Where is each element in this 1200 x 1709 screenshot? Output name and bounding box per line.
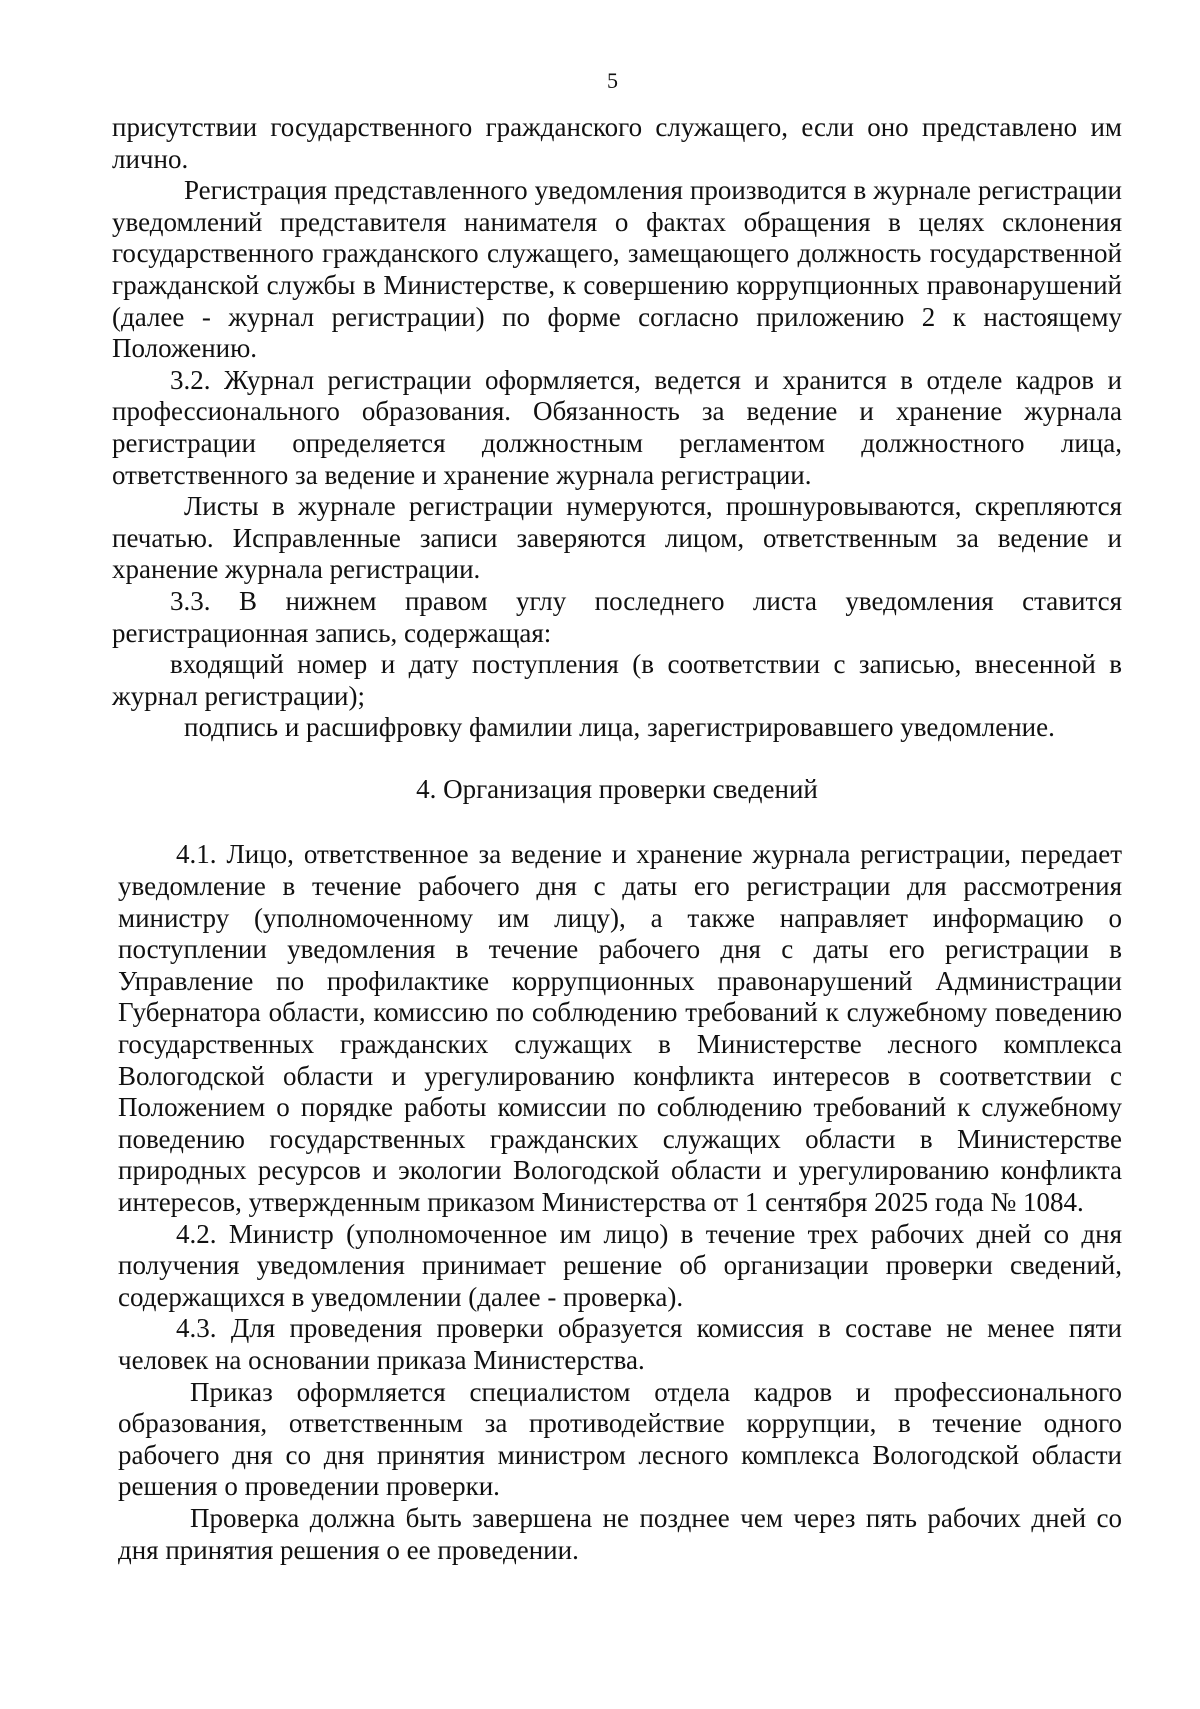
section-heading: 4. Организация проверки сведений bbox=[416, 773, 818, 804]
paragraph-incoming-number: входящий номер и дату поступления (в соответствии с записью, внесенной в журнал регистрации); bbox=[112, 649, 1122, 711]
paragraph-4-3: 4.3. Для проведения проверки образуется комиссия в составе не менее пяти человек на основании приказа Министерства. bbox=[118, 1313, 1122, 1375]
page-number: 5 bbox=[607, 68, 618, 93]
paragraph-continuation: присутствии государственного гражданского служащего, если оно представлено им лично. bbox=[112, 112, 1122, 174]
paragraph-4-2: 4.2. Министр (уполномоченное им лицо) в течение трех рабочих дней со дня получения уведомления принимает решение об организации проверки сведений, содержащихся в уведомлении (далее - проверка). bbox=[118, 1218, 1122, 1312]
paragraph-4-1: 4.1. Лицо, ответственное за ведение и хранение журнала регистрации, передает уведомление в течение рабочего дня с даты его регистрации для рассмотрения министру (уполномоченному им лицу), а также направляет информацию о поступлении уведомления в течение рабочего дня с даты его регистрации в Управление по профилактике коррупционных правонарушений Администрации Губернатора области, комиссию по соблюдению требований к служебному поведению государственных гражданских служащих в Министерстве лесного комплекса Вологодской области и урегулированию конфликта интересов в соответствии с Положением о порядке работы комиссии по соблюдению требований к служебному поведению государственных гражданских служащих области в Министерстве природных ресурсов и экологии Вологодской области и урегулированию конфликта интересов, утвержденным приказом Министерства от 1 сентября 2025 года № 1084. bbox=[118, 839, 1122, 1217]
section-4-body bbox=[112, 839, 1122, 1566]
document-body bbox=[112, 112, 1122, 1566]
paragraph-sheets: Листы в журнале регистрации нумеруются, прошнуровываются, скрепляются печатью. Исправленные записи заверяются лицом, ответственным за ведение и хранение журнала регистрации. bbox=[112, 491, 1122, 585]
paragraph-3-2: 3.2. Журнал регистрации оформляется, ведется и хранится в отделе кадров и профессионального образования. Обязанность за ведение и хранение журнала регистрации определяется должностным регламентом должностного лица, ответственного за ведение и хранение журнала регистрации. bbox=[112, 364, 1122, 490]
paragraph-order: Приказ оформляется специалистом отдела кадров и профессионального образования, ответственным за противодействие коррупции, в течение одного рабочего дня со дня принятия министром лесного комплекса Вологодской области решения о проведении проверки. bbox=[118, 1376, 1122, 1502]
paragraph-3-3: 3.3. В нижнем правом углу последнего листа уведомления ставится регистрационная запись, содержащая: bbox=[112, 585, 1122, 648]
paragraph-deadline: Проверка должна быть завершена не позднее чем через пять рабочих дней со дня принятия решения о ее проведении. bbox=[118, 1502, 1122, 1565]
paragraph-signature: подпись и расшифровку фамилии лица, зарегистрировавшего уведомление. bbox=[184, 712, 1055, 743]
paragraph-registration: Регистрация представленного уведомления производится в журнале регистрации уведомлений представителя нанимателя о фактах обращения в целях склонения государственного гражданского служащего, замещающего должность государственной гражданской службы в Министерстве, к совершению коррупционных правонарушений (далее - журнал регистрации) по форме согласно приложению 2 к настоящему Положению. bbox=[112, 175, 1122, 364]
